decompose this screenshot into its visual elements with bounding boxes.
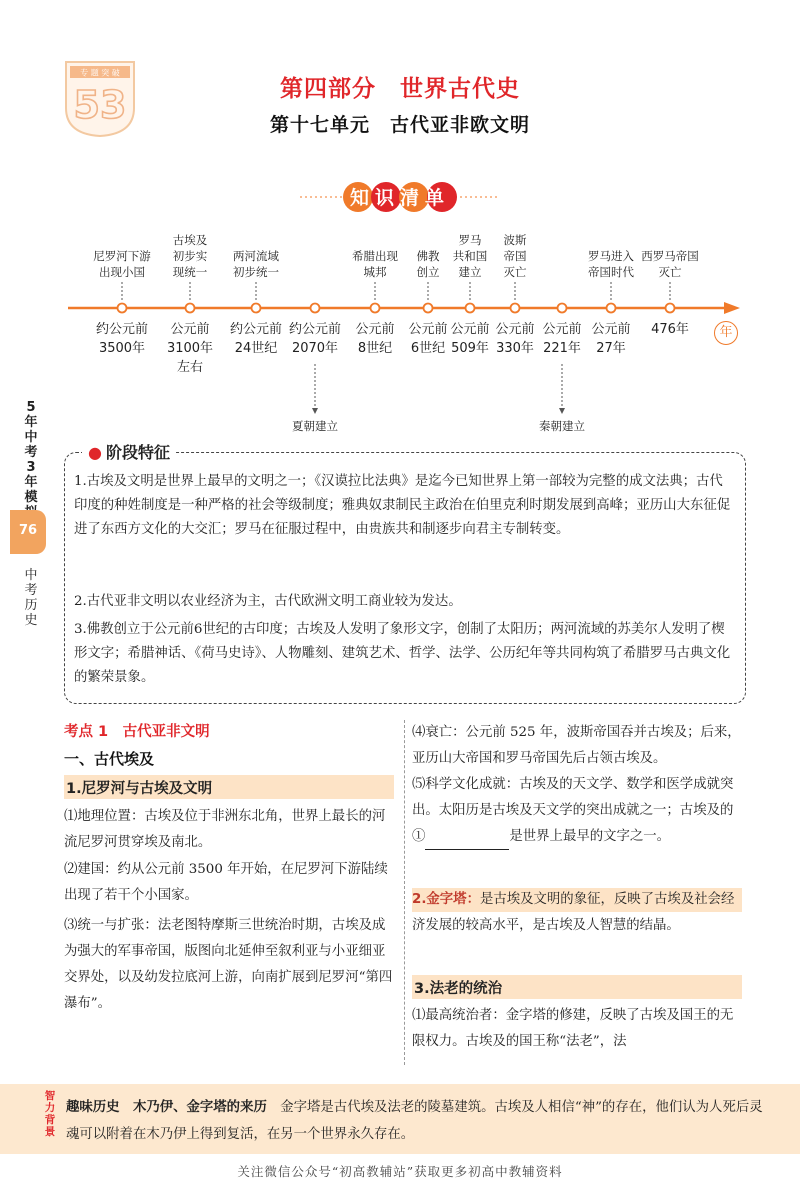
para-culture-text: ⑸科学文化成就：古埃及的天文学、数学和医学成就突出。太阳历是古埃及天文学的突出成就之一；古埃及的① <box>412 777 734 844</box>
timeline-date-label: 公元前 8世纪 <box>355 322 395 356</box>
timeline-node <box>424 304 433 313</box>
timeline-event-label: 尼罗河下游 出现小国 <box>93 249 151 279</box>
stage-title-text: 阶段特征 <box>105 443 170 462</box>
stage-item-3: 3.佛教创立于公元前6世纪的古印度；古埃及人发明了象形文字，创制了太阳历；两河流域的苏美尔人发明了楔形文字；希腊神话、《荷马史诗》、人物雕刻、建筑艺术、哲学、法学、公历纪年等共同构筑了希腊罗马古典文化的繁荣景象。 <box>74 622 731 685</box>
timeline <box>60 222 760 442</box>
timeline-date-label: 约公元前 24世纪 <box>229 322 282 356</box>
para-pyramid <box>412 887 742 939</box>
timeline-arrow <box>559 408 565 414</box>
section-title: 一、古代埃及 <box>64 750 155 768</box>
timeline-node <box>118 304 127 313</box>
fill-blank-1 <box>425 835 509 850</box>
timeline-node <box>666 304 675 313</box>
fun-history-text <box>66 1094 774 1148</box>
pyramid-text: 是古埃及文明的象征，反映了古埃及社会经济发展的较高水平，是古埃及人智慧的结晶。 <box>412 892 735 933</box>
timeline-event-label: 波斯 帝国 灭亡 <box>503 233 527 279</box>
timeline-year-symbol: 年 <box>714 321 738 345</box>
fun-history-tag: 智力背景 <box>44 1090 56 1138</box>
timeline-below-label: 秦朝建立 <box>539 419 585 433</box>
subtitle-pharaoh: 3.法老的统治 <box>414 981 503 997</box>
timeline-date-label: 476年 <box>651 322 689 337</box>
para-culture <box>412 772 742 850</box>
timeline-date-label: 约公元前 3500年 <box>95 322 148 356</box>
timeline-node <box>311 304 320 313</box>
side-book-title: 5年中考3年模 <box>24 400 38 505</box>
stage-item-1: 1.古埃及文明是世界上最早的文明之一；《汉谟拉比法典》是迄今已知世界上第一部较为完整的成文法典；古代印度的种姓制度是一种严格的社会等级制度；雅典奴隶制民主政治在伯里克利时期发展到高峰；亚历山大东征促进了东西方文化的大交汇；罗马在征服过程中，由贵族共和制逐步向君主专制转变。 <box>74 474 731 537</box>
stage-item-2: 2.古代亚非文明以农业经济为主，古代欧洲文明工商业较为发达。 <box>74 594 462 609</box>
para-decline: ⑷衰亡：公元前 525 年，波斯帝国吞并古埃及；后来，亚历山大帝国和罗马帝国先后占领古埃及。 <box>412 725 741 766</box>
timeline-node <box>252 304 261 313</box>
kaodian-title: 考点 1 古代亚非文明 <box>64 724 210 740</box>
timeline-date-label: 公元前 6世纪 <box>408 322 448 356</box>
timeline-date-label: 公元前 221年 <box>542 322 582 356</box>
timeline-event-label: 西罗马帝国 灭亡 <box>641 249 699 279</box>
stage-features-title: ● 阶段特征 <box>82 440 176 463</box>
timeline-below-label: 夏朝建立 <box>292 419 338 433</box>
para-unification: ⑶统一与扩张：法老图特摩斯三世统治时期，古埃及成为强大的军事帝国，版图向北延伸至叙利亚与小亚细亚交界处，以及幼发拉底河上游，向南扩展到尼罗河“第四瀑布”。 <box>64 918 393 1011</box>
timeline-event-label: 佛教 创立 <box>416 249 440 279</box>
timeline-event-label: 罗马进入 帝国时代 <box>588 249 634 279</box>
timeline-date-label: 公元前 27年 <box>591 322 631 356</box>
timeline-arrow <box>312 408 318 414</box>
pyramid-label: 2.金字塔： <box>412 892 480 907</box>
fun-history-body: 金字塔是古代埃及法老的陵墓建筑。古埃及人相信“神”的存在，他们认为人死后灵魂可以附着在木乃伊上得到复活，在另一个世界永久存在。 <box>66 1100 763 1142</box>
timeline-node <box>511 304 520 313</box>
timeline-node <box>186 304 195 313</box>
logo-caption: 专 题 突 破 <box>80 68 120 78</box>
timeline-date-label: 公元前 509年 <box>450 322 490 356</box>
timeline-node <box>607 304 616 313</box>
timeline-event-label: 古埃及 初步实 现统一 <box>172 233 208 279</box>
timeline-event-label: 希腊出现 城邦 <box>352 249 398 279</box>
timeline-node <box>466 304 475 313</box>
timeline-node <box>371 304 380 313</box>
para-founding: ⑵建国：约从公元前 3500 年开始，在尼罗河下游陆续出现了若干个小国家。 <box>64 862 388 903</box>
timeline-date-label: 公元前 3100年 左右 <box>166 322 214 375</box>
para-geography: ⑴地理位置：古埃及位于非洲东北角，世界上最长的河流尼罗河贯穿埃及南北。 <box>64 809 386 850</box>
timeline-event-label: 罗马 共和国 建立 <box>452 233 488 279</box>
page-number: 76 <box>18 523 38 538</box>
para-ruler: ⑴最高统治者：金字塔的修建，反映了古埃及国王的无限权力。古埃及的国王称“法老”，法 <box>412 1008 734 1049</box>
unit-title: 第十七单元 古代亚非欧文明 <box>269 114 530 136</box>
part-title: 第四部分 世界古代史 <box>280 76 520 102</box>
fun-history-label: 趣味历史 木乃伊、金字塔的来历 <box>66 1100 267 1115</box>
para-culture-end: 是世界上最早的文字之一。 <box>509 829 671 844</box>
column-divider <box>404 720 405 1065</box>
logo-number: 53 <box>73 83 127 127</box>
side-subject: 中考历史 <box>24 568 38 628</box>
timeline-event-label: 两河流域 初步统一 <box>233 249 279 279</box>
footer-note: 关注微信公众号“初高教辅站”获取更多初高中教辅资料 <box>237 1164 563 1179</box>
timeline-date-label: 公元前 330年 <box>495 322 535 356</box>
subtitle-nile: 1.尼罗河与古埃及文明 <box>66 781 213 797</box>
knowledge-list-title: 知识清单 <box>349 187 450 209</box>
timeline-node <box>558 304 567 313</box>
timeline-date-label: 约公元前 2070年 <box>288 322 341 356</box>
